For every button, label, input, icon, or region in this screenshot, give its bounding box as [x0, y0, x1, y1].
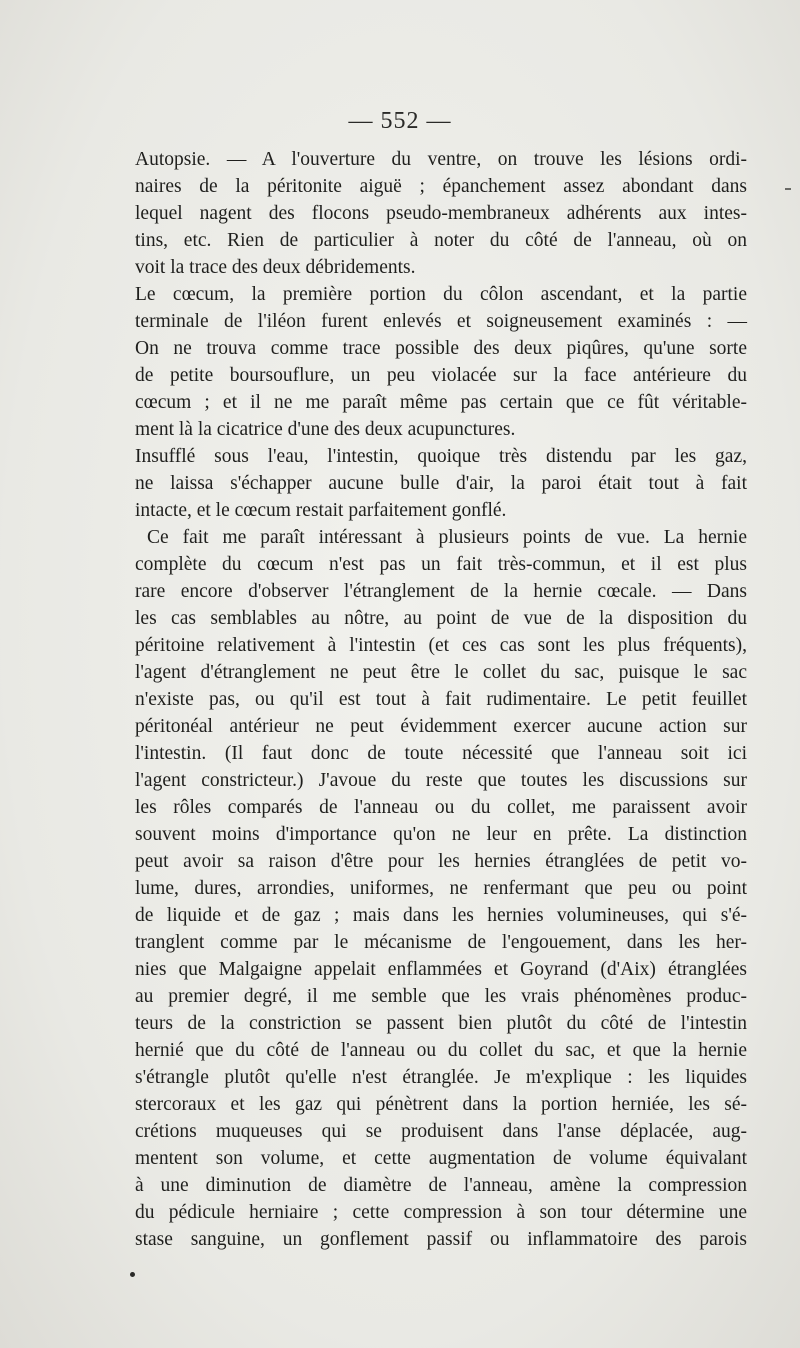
text-line: de petite boursouflure, un peu violacée sur la face antérieure du — [135, 365, 747, 386]
ink-speck — [130, 1272, 135, 1277]
text-line: peut avoir sa raison d'être pour les hernies étranglées de petit vo- — [135, 851, 747, 872]
text-line: tranglent comme par le mécanisme de l'engouement, dans les her- — [135, 932, 747, 953]
text-line: Ce fait me paraît intéressant à plusieurs points de vue. La hernie — [147, 527, 747, 548]
text-line: Insufflé sous l'eau, l'intestin, quoique très distendu par les gaz, — [135, 446, 747, 467]
text-line: tins, etc. Rien de particulier à noter du côté de l'anneau, où on — [135, 230, 747, 251]
text-line: les cas semblables au nôtre, au point de vue de la disposition du — [135, 608, 747, 629]
text-line: péritoine relativement à l'intestin (et ces cas sont les plus fréquents), — [135, 635, 747, 656]
text-line: l'agent d'étranglement ne peut être le collet du sac, puisque le sac — [135, 662, 747, 683]
text-line: stase sanguine, un gonflement passif ou inflammatoire des parois — [135, 1229, 747, 1250]
text-line: de liquide et de gaz ; mais dans les hernies volumineuses, qui s'é- — [135, 905, 747, 926]
text-line: mentent son volume, et cette augmentation de volume équivalant — [135, 1148, 747, 1169]
text-line: ment là la cicatrice d'une des deux acupunctures. — [135, 419, 516, 440]
text-line: à une diminution de diamètre de l'anneau, amène la compression — [135, 1175, 747, 1196]
text-line: cœcum ; et il ne me paraît même pas certain que ce fût véritable- — [135, 392, 747, 413]
text-line: n'existe pas, ou qu'il est tout à fait rudimentaire. Le petit feuillet — [135, 689, 747, 710]
page-number: — 552 — — [348, 108, 452, 134]
text-line: lequel nagent des flocons pseudo-membraneux adhérents aux intes- — [135, 203, 747, 224]
text-line: du pédicule herniaire ; cette compression à son tour détermine une — [135, 1202, 747, 1223]
text-line: voit la trace des deux débridements. — [135, 257, 416, 278]
text-line: stercoraux et les gaz qui pénètrent dans la portion herniée, les sé- — [135, 1094, 747, 1115]
text-line: souvent moins d'importance qu'on ne leur en prête. La distinction — [135, 824, 747, 845]
text-line: lume, dures, arrondies, uniformes, ne renfermant que peu ou point — [135, 878, 747, 899]
text-line: teurs de la constriction se passent bien plutôt du côté de l'intestin — [135, 1013, 747, 1034]
text-line: intacte, et le cœcum restait parfaitement gonflé. — [135, 500, 507, 521]
text-line: crétions muqueuses qui se produisent dans l'anse déplacée, aug- — [135, 1121, 747, 1142]
text-line: péritonéal antérieur ne peut évidemment exercer aucune action sur — [135, 716, 747, 737]
text-line: hernié que du côté de l'anneau ou du collet du sac, et que la hernie — [135, 1040, 747, 1061]
text-line: au premier degré, il me semble que les vrais phénomènes produc- — [135, 986, 747, 1007]
text-line: l'intestin. (Il faut donc de toute nécessité que l'anneau soit ici — [135, 743, 747, 764]
text-line: s'étrangle plutôt qu'elle n'est étranglée. Je m'explique : les liquides — [135, 1067, 747, 1088]
text-line: On ne trouva comme trace possible des deux piqûres, qu'une sorte — [135, 338, 747, 359]
text-line: naires de la péritonite aiguë ; épanchement assez abondant dans — [135, 176, 747, 197]
text-line: Le cœcum, la première portion du côlon ascendant, et la partie — [135, 284, 747, 305]
text-line: complète du cœcum n'est pas un fait très-commun, et il est plus — [135, 554, 747, 575]
text-line: rare encore d'observer l'étranglement de la hernie cœcale. — Dans — [135, 581, 747, 602]
margin-mark — [785, 188, 791, 190]
body-text — [135, 146, 747, 1253]
text-line: terminale de l'iléon furent enlevés et soigneusement examinés : — — [135, 311, 747, 332]
text-line: ne laissa s'échapper aucune bulle d'air, la paroi était tout à fait — [135, 473, 747, 494]
text-line: l'agent constricteur.) J'avoue du reste que toutes les discussions sur — [135, 770, 747, 791]
text-line: nies que Malgaigne appelait enflammées et Goyrand (d'Aix) étranglées — [135, 959, 747, 980]
text-line: les rôles comparés de l'anneau ou du collet, me paraissent avoir — [135, 797, 747, 818]
text-line: Autopsie. — A l'ouverture du ventre, on trouve les lésions ordi- — [135, 149, 747, 170]
